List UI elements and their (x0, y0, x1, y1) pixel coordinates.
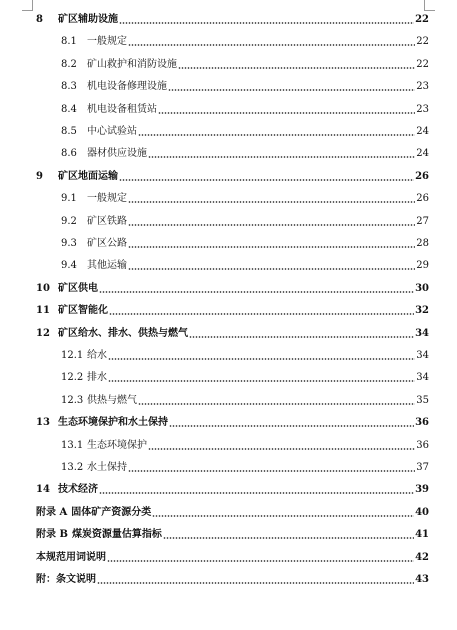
toc-entry[interactable] (61, 370, 429, 384)
toc-dot-leader (119, 179, 414, 181)
toc-entry-number: 8.2 (61, 58, 77, 70)
toc-entry[interactable] (61, 214, 429, 228)
toc-entry-title: 矿区地面运输 (58, 170, 118, 182)
toc-entry-title: 矿区公路 (87, 238, 127, 249)
toc-entry[interactable] (36, 527, 429, 541)
toc-entry[interactable] (61, 438, 429, 452)
toc-entry-title: 生态环境保护和水土保持 (58, 417, 168, 429)
toc-entry-number: 12 (36, 327, 50, 339)
toc-entry-title: 矿区给水、排水、供热与燃气 (58, 327, 188, 339)
toc-entry-number: 8.5 (61, 126, 77, 137)
toc-entry[interactable] (61, 258, 429, 272)
toc-dot-leader (109, 313, 414, 315)
toc-entry-page-number: 41 (415, 529, 429, 541)
toc-entry-number: 8 (36, 14, 43, 25)
toc-dot-leader (163, 537, 414, 539)
toc-entry-page-number: 32 (415, 305, 429, 317)
toc-entry-number: 13 (36, 417, 50, 429)
toc-entry-page-number: 37 (416, 462, 429, 473)
toc-entry-number: 8.1 (61, 36, 77, 48)
toc-entry-title: 器材供应设施 (87, 148, 147, 160)
toc-entry-page-number: 22 (416, 36, 429, 48)
toc-entry-title: 矿山救护和消防设施 (87, 58, 177, 70)
toc-entry-title: 生态环境保护 (87, 439, 147, 451)
toc-entry[interactable] (61, 57, 429, 71)
toc-entry-page-number: 30 (415, 282, 429, 294)
toc-entry-number: 9.2 (61, 215, 77, 227)
toc-entry-number: 附录 A (36, 506, 68, 518)
toc-dot-leader (178, 67, 415, 69)
toc-entry-title: 一般规定 (87, 36, 127, 48)
toc-entry-page-number: 23 (416, 103, 429, 115)
toc-entry-title: 排水 (87, 372, 107, 384)
toc-entry-title: 给水 (87, 350, 107, 361)
toc-entry[interactable] (61, 34, 429, 48)
toc-dot-leader (189, 336, 414, 338)
toc-dot-leader (152, 515, 414, 517)
toc-dot-leader (99, 492, 414, 494)
toc-entry-number: 9.4 (61, 260, 77, 272)
toc-entry-page-number: 34 (415, 327, 429, 339)
toc-entry[interactable] (36, 572, 429, 586)
toc-entry-number: 14 (36, 484, 50, 496)
toc-dot-leader (158, 112, 415, 114)
toc-entry-page-number: 36 (416, 439, 429, 451)
toc-dot-leader (148, 448, 415, 450)
toc-dot-leader (148, 156, 415, 158)
toc-dot-leader (97, 582, 414, 584)
toc-entry-page-number: 35 (416, 394, 429, 406)
toc-entry-page-number: 22 (415, 14, 429, 25)
toc-dot-leader (128, 201, 415, 203)
toc-dot-leader (107, 560, 414, 562)
toc-entry-title: 矿区铁路 (87, 215, 127, 227)
toc-entry-title: 附：条文说明 (36, 574, 96, 585)
toc-entry[interactable] (36, 169, 429, 183)
toc-dot-leader (169, 425, 414, 427)
toc-entry[interactable] (36, 505, 429, 519)
toc-entry[interactable] (61, 348, 429, 362)
toc-entry-number: 13.1 (61, 439, 84, 451)
toc-entry-title: 一般规定 (87, 193, 127, 205)
toc-entry-number: 13.2 (61, 462, 84, 473)
toc-entry-title: 矿区辅助设施 (58, 14, 118, 25)
toc-entry[interactable] (36, 415, 429, 429)
toc-entry-page-number: 28 (416, 238, 429, 249)
toc-entry[interactable] (36, 482, 429, 496)
toc-entry[interactable] (61, 79, 429, 93)
toc-entry-number: 11 (36, 305, 50, 317)
toc-entry[interactable] (36, 12, 429, 26)
toc-entry[interactable] (36, 550, 429, 564)
toc-entry-number: 8.3 (61, 81, 77, 93)
toc-entry-title: 供热与燃气 (87, 394, 137, 406)
toc-entry-number: 8.6 (61, 148, 77, 160)
toc-entry-page-number: 24 (416, 148, 429, 160)
toc-entry-page-number: 40 (415, 506, 429, 518)
toc-entry-title: 矿区供电 (58, 282, 98, 294)
toc-entry-title: 本规范用词说明 (36, 551, 106, 563)
toc-entry-number: 10 (36, 282, 50, 294)
toc-dot-leader (108, 358, 415, 360)
toc-entry-page-number: 43 (415, 574, 429, 585)
toc-entry-page-number: 24 (416, 126, 429, 137)
toc-entry-title: 矿区智能化 (58, 305, 108, 317)
toc-entry-number: 9 (36, 170, 43, 182)
toc-dot-leader (128, 246, 415, 248)
toc-entry[interactable] (36, 326, 429, 340)
toc-entry-page-number: 42 (415, 551, 429, 563)
toc-entry-number: 8.4 (61, 103, 77, 115)
toc-entry-title: 机电设备修理设施 (87, 81, 167, 93)
toc-entry-page-number: 22 (416, 58, 429, 70)
toc-dot-leader (128, 44, 415, 46)
toc-entry-number: 12.1 (61, 350, 84, 361)
toc-dot-leader (128, 268, 415, 270)
toc-dot-leader (128, 224, 415, 226)
toc-entry-page-number: 34 (416, 350, 429, 361)
toc-entry-title: 技术经济 (58, 484, 98, 496)
toc-dot-leader (138, 403, 415, 405)
toc-entry[interactable] (61, 460, 429, 474)
toc-entry-number: 9.1 (61, 193, 77, 205)
toc-entry[interactable] (61, 191, 429, 205)
toc-entry-page-number: 29 (416, 260, 429, 272)
toc-entry[interactable] (61, 236, 429, 250)
toc-dot-leader (108, 380, 415, 382)
toc-entry[interactable] (61, 146, 429, 160)
toc-entry[interactable] (61, 124, 429, 138)
toc-entry-page-number: 27 (416, 215, 429, 227)
toc-entry[interactable] (36, 303, 429, 317)
toc-entry-number: 12.3 (61, 394, 84, 406)
toc-entry-title: 煤炭资源量估算指标 (71, 529, 162, 541)
toc-dot-leader (99, 291, 414, 293)
toc-entry-title: 其他运输 (87, 260, 127, 272)
toc-entry-number: 12.2 (61, 372, 84, 384)
toc-entry[interactable] (61, 393, 429, 407)
toc-dot-leader (128, 470, 415, 472)
toc-entry-title: 机电设备租赁站 (87, 103, 157, 115)
toc-entry[interactable] (36, 281, 429, 295)
toc-entry-page-number: 26 (416, 193, 429, 205)
toc-entry-page-number: 36 (415, 417, 429, 429)
toc-entry-number: 附录 B (36, 529, 68, 541)
toc-entry[interactable] (61, 102, 429, 116)
toc-dot-leader (138, 134, 415, 136)
toc-entry-page-number: 26 (415, 170, 429, 182)
toc-entry-number: 9.3 (61, 238, 77, 249)
toc-entry-page-number: 34 (416, 372, 429, 384)
toc-entry-title: 中心试验站 (87, 126, 137, 137)
toc-dot-leader (168, 89, 415, 91)
toc-dot-leader (119, 22, 414, 24)
toc-entry-title: 水土保持 (87, 462, 127, 473)
toc-entry-title: 固体矿产资源分类 (71, 506, 152, 518)
toc-entry-page-number: 39 (415, 484, 429, 496)
toc-entry-page-number: 23 (416, 81, 429, 93)
